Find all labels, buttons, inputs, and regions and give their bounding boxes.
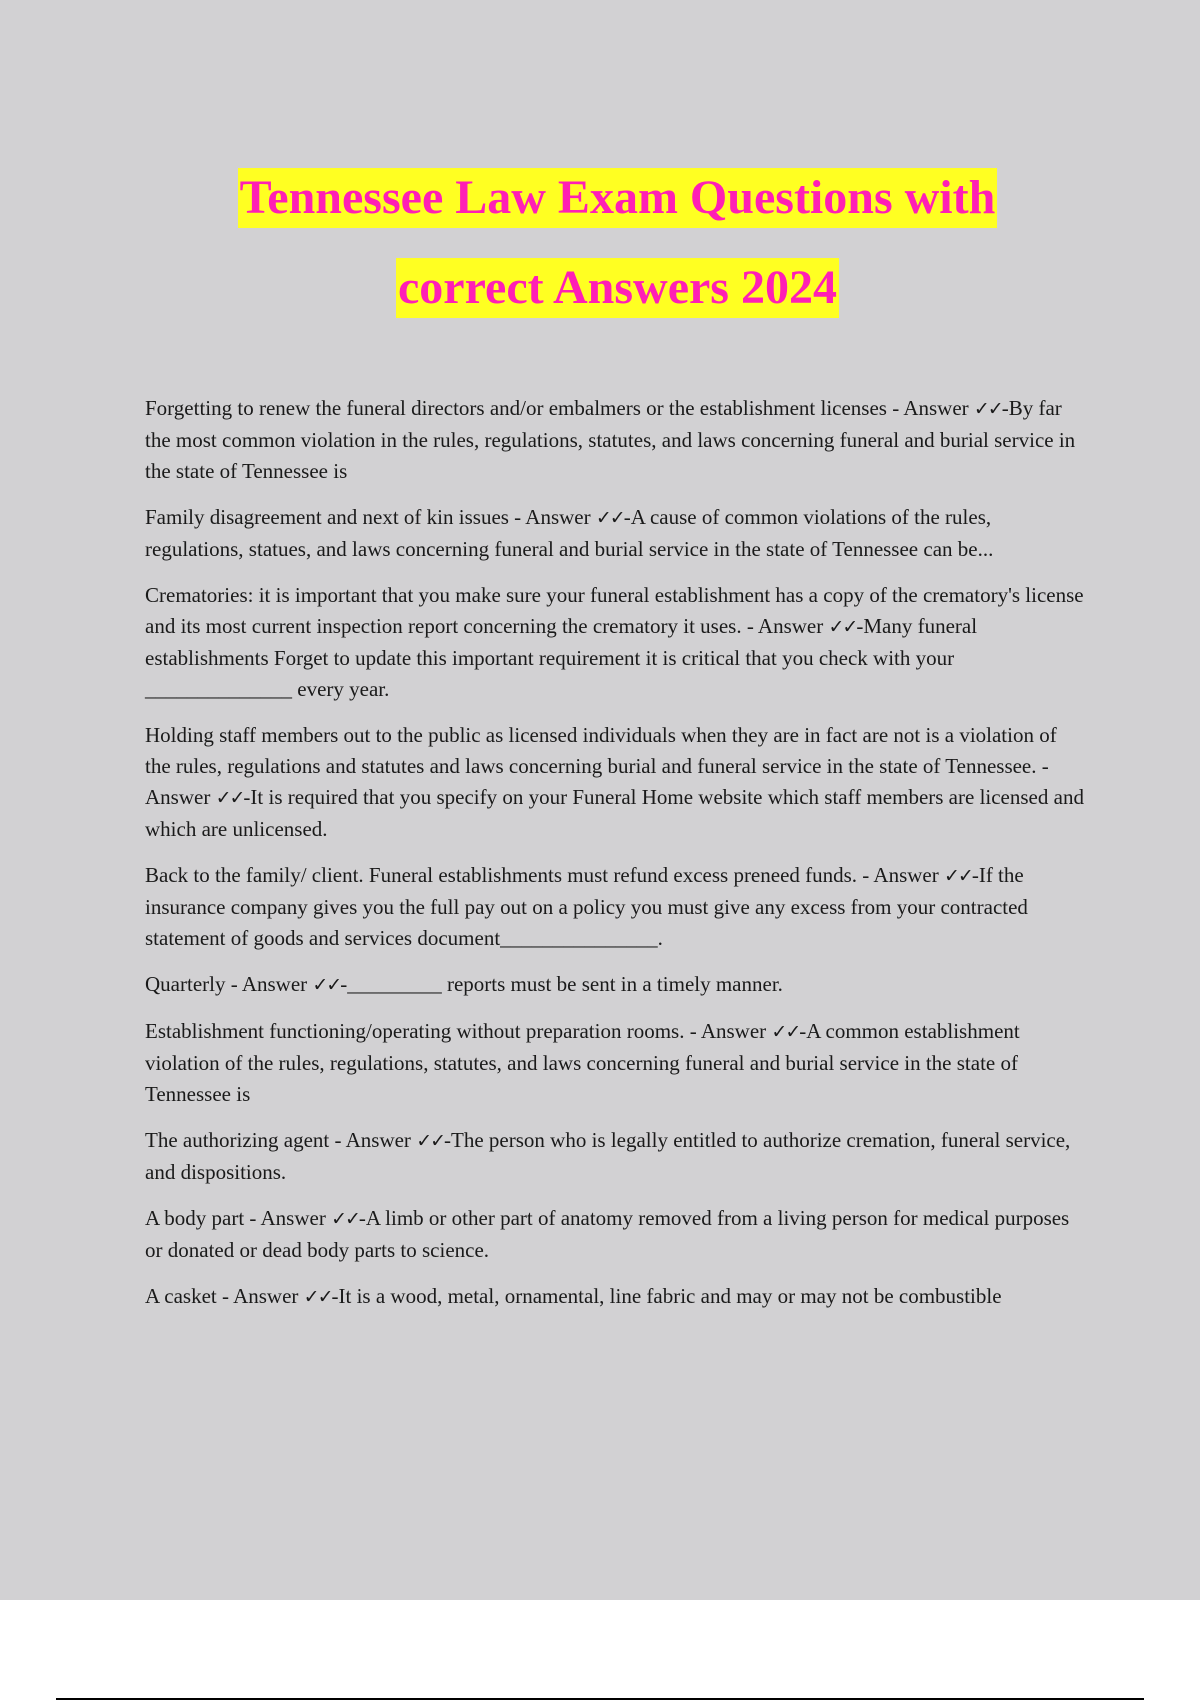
qa-question: The authorizing agent - bbox=[145, 1128, 342, 1152]
qa-answer: -It is a wood, metal, ornamental, line fabric and may or may not be combustible bbox=[331, 1284, 1002, 1308]
qa-question: Forgetting to renew the funeral directors and/or embalmers or the establishment licenses - bbox=[145, 396, 900, 420]
check-marks-icon: ✓✓ bbox=[943, 865, 972, 887]
qa-item bbox=[145, 1281, 1085, 1313]
qa-question: Family disagreement and next of kin issues - bbox=[145, 505, 522, 529]
answer-marker: Answer bbox=[903, 396, 969, 420]
qa-item bbox=[145, 1125, 1085, 1188]
title-line-1: Tennessee Law Exam Questions with bbox=[238, 168, 998, 228]
qa-question: A body part - bbox=[145, 1206, 257, 1230]
answer-marker: Answer bbox=[873, 863, 939, 887]
check-marks-icon: ✓✓ bbox=[595, 507, 624, 529]
qa-item bbox=[145, 393, 1085, 487]
qa-item bbox=[145, 580, 1085, 705]
qa-answer: -It is required that you specify on your Funeral Home website which staff members are licensed and which are unlicensed. bbox=[145, 785, 1084, 841]
qa-item bbox=[145, 502, 1085, 565]
answer-marker: Answer bbox=[700, 1019, 767, 1043]
qa-answer: -Many funeral establishments Forget to update this important requirement it is critical that you check with your ______________ every year. bbox=[145, 614, 978, 701]
qa-item bbox=[145, 1016, 1085, 1110]
check-marks-icon: ✓✓ bbox=[331, 1208, 359, 1230]
qa-question: Establishment functioning/operating without preparation rooms. - bbox=[145, 1019, 697, 1043]
qa-question: Back to the family/ client. Funeral establishments must refund excess preneed funds. - bbox=[145, 863, 870, 887]
answer-marker: Answer bbox=[757, 614, 824, 638]
qa-item bbox=[145, 720, 1085, 845]
answer-marker: Answer bbox=[233, 1284, 299, 1308]
answer-marker: Answer bbox=[345, 1128, 411, 1152]
answer-marker: Answer bbox=[241, 972, 308, 996]
answer-marker: Answer bbox=[525, 505, 591, 529]
qa-item bbox=[145, 860, 1085, 954]
check-marks-icon: ✓✓ bbox=[215, 787, 244, 809]
title-line-2: correct Answers 2024 bbox=[396, 258, 839, 318]
qa-question: Holding staff members out to the public as licensed individuals when they are in fact are not is a violation of the rules, regulations and statutes and laws concerning burial and funeral service in the state of Tennessee. - bbox=[145, 723, 1057, 778]
qa-item bbox=[145, 1203, 1085, 1266]
check-marks-icon: ✓✓ bbox=[303, 1286, 332, 1308]
qa-question: Quarterly - bbox=[145, 972, 238, 996]
check-marks-icon: ✓✓ bbox=[973, 398, 1002, 420]
qa-answer: -A cause of common violations of the rules, regulations, statues, and laws concerning funeral and burial service in the state of Tennessee can be... bbox=[145, 505, 994, 561]
qa-item bbox=[145, 969, 1085, 1001]
qa-answer: -_________ reports must be sent in a timely manner. bbox=[340, 972, 783, 996]
check-marks-icon: ✓✓ bbox=[416, 1130, 445, 1152]
check-marks-icon: ✓✓ bbox=[828, 616, 857, 638]
qa-answer: -A common establishment violation of the rules, regulations, statutes, and laws concerning funeral and burial service in the state of Tennessee is bbox=[145, 1019, 1020, 1106]
qa-answer: -A limb or other part of anatomy removed from a living person for medical purposes or donated or dead body parts to science. bbox=[145, 1206, 1070, 1262]
document-title bbox=[0, 168, 1200, 318]
check-marks-icon: ✓✓ bbox=[771, 1021, 800, 1043]
qa-answer: -The person who is legally entitled to authorize cremation, funeral service, and dispositions. bbox=[145, 1128, 1071, 1184]
check-marks-icon: ✓✓ bbox=[312, 974, 341, 996]
qa-answer: -By far the most common violation in the rules, regulations, statutes, and laws concerning funeral and burial service in the state of Tennessee is bbox=[145, 396, 1076, 483]
answer-marker: Answer bbox=[145, 785, 211, 809]
qa-question: Crematories: it is important that you make sure your funeral establishment has a copy of the crematory's license and its most current inspection report concerning the crematory it uses. - bbox=[145, 583, 1084, 638]
qa-list bbox=[145, 393, 1085, 1328]
qa-question: A casket - bbox=[145, 1284, 229, 1308]
answer-marker: Answer bbox=[260, 1206, 326, 1230]
qa-answer: -If the insurance company gives you the full pay out on a policy you must give any excess from your contracted statement of goods and services document_______________. bbox=[145, 863, 1028, 950]
